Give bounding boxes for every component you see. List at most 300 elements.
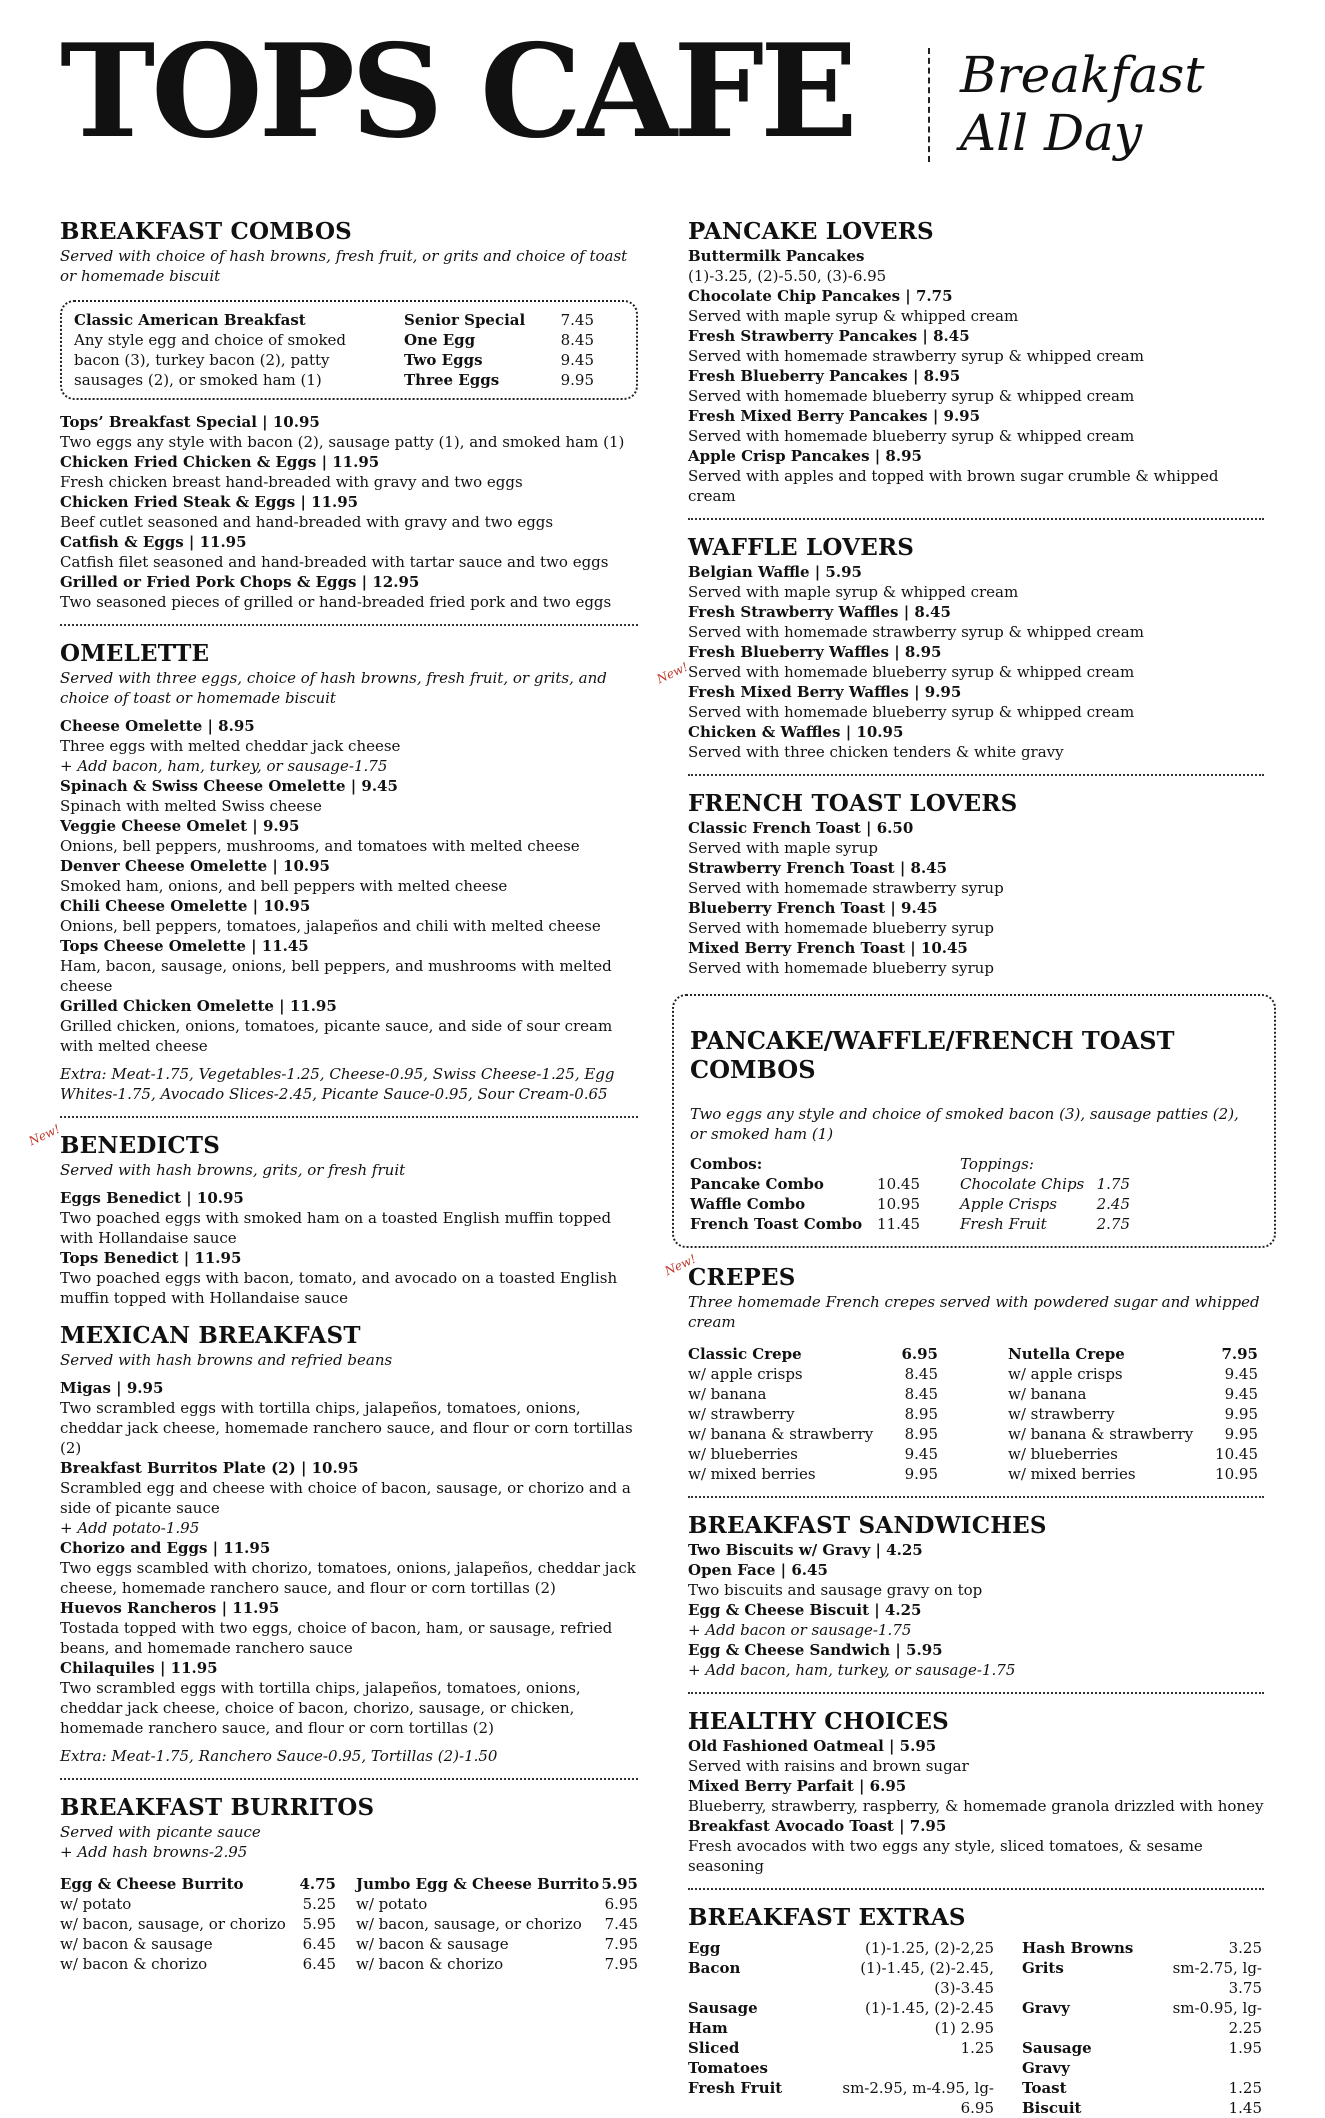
price-row bbox=[688, 1424, 938, 1444]
item-addon: + Add bacon, ham, turkey, or sausage-1.75 bbox=[688, 1660, 1016, 1679]
row-label: w/ apple crisps bbox=[1008, 1364, 1123, 1383]
menu-item bbox=[688, 1540, 1264, 1560]
item-description: Smoked ham, onions, and bell peppers with melted cheese bbox=[60, 877, 508, 895]
menu-item bbox=[60, 716, 638, 776]
menu-item bbox=[60, 776, 638, 816]
item-name: Fresh Strawberry Pancakes | 8.45 bbox=[688, 327, 970, 345]
item-description: Two eggs any style with bacon (2), sausage patty (1), and smoked ham (1) bbox=[60, 433, 625, 451]
item-name: Chicken Fried Steak & Eggs | 11.95 bbox=[60, 493, 359, 511]
price-row bbox=[690, 1214, 920, 1234]
row-label: Sausage bbox=[688, 1998, 758, 2017]
item-name: Fresh Strawberry Waffles | 8.45 bbox=[688, 603, 951, 621]
row-label: w/ banana bbox=[1008, 1384, 1087, 1403]
row-label: w/ bacon & sausage bbox=[356, 1935, 509, 1953]
menu-item bbox=[60, 1538, 638, 1598]
option-name: Two Eggs bbox=[404, 351, 483, 369]
menu-item bbox=[60, 532, 638, 572]
item-name: Chicken Fried Chicken & Eggs | 11.95 bbox=[60, 453, 380, 471]
item-name: Breakfast Avocado Toast | 7.95 bbox=[688, 1816, 947, 1835]
menu-item bbox=[688, 602, 1264, 642]
price-row bbox=[688, 2078, 994, 2118]
menu-item bbox=[688, 1600, 1264, 1640]
item-description: Fresh avocados with two eggs any style, sliced tomatoes, & sesame seasoning bbox=[688, 1836, 1203, 1875]
item-addon: + Add potato-1.95 bbox=[60, 1519, 200, 1537]
item-name: Old Fashioned Oatmeal | 5.95 bbox=[688, 1736, 937, 1755]
row-price: (1) 2.95 bbox=[934, 2018, 994, 2037]
menu-item bbox=[60, 816, 638, 856]
row-label: Apple Crisps bbox=[960, 1194, 1057, 1213]
item-description: Served with raisins and brown sugar bbox=[688, 1756, 969, 1775]
new-badge: New! bbox=[654, 659, 691, 687]
option-name: One Egg bbox=[404, 331, 476, 349]
item-name: Eggs Benedict | 10.95 bbox=[60, 1189, 244, 1207]
divider bbox=[688, 774, 1264, 776]
item-name: Two Biscuits w/ Gravy | 4.25 bbox=[688, 1540, 923, 1559]
item-name: Mixed Berry French Toast | 10.45 bbox=[688, 939, 968, 957]
row-label: Waffle Combo bbox=[690, 1194, 806, 1213]
menu-item bbox=[60, 856, 638, 896]
price-row bbox=[960, 1194, 1130, 1214]
price-row bbox=[1022, 1998, 1262, 2038]
menu-item bbox=[688, 938, 1264, 978]
item-description: Served with homemade blueberry syrup bbox=[688, 919, 994, 937]
item-name: Grilled Chicken Omelette | 11.95 bbox=[60, 997, 337, 1015]
item-description: Scrambled egg and cheese with choice of bacon, sausage, or chorizo and a side of picante sauce bbox=[60, 1479, 631, 1517]
menu-item bbox=[688, 326, 1264, 366]
extras-table-right bbox=[1022, 1938, 1262, 2118]
extras-table-left bbox=[688, 1938, 994, 2118]
row-label: w/ bacon & chorizo bbox=[356, 1955, 504, 1973]
price-row bbox=[688, 1464, 938, 1484]
row-price: 1.75 bbox=[1096, 1174, 1130, 1193]
price-row bbox=[688, 1364, 938, 1384]
classic-breakfast-name: Classic American Breakfast bbox=[74, 311, 306, 329]
price-row bbox=[688, 1938, 994, 1958]
section-title: BREAKFAST EXTRAS bbox=[688, 1903, 966, 1931]
toppings-table bbox=[960, 1154, 1130, 1234]
item-name: Migas | 9.95 bbox=[60, 1379, 164, 1397]
section-subtitle: Served with picante sauce bbox=[60, 1823, 261, 1841]
menu-item bbox=[688, 562, 1264, 602]
row-price: 6.45 bbox=[302, 1935, 336, 1953]
price-row bbox=[356, 1934, 638, 1954]
menu-item bbox=[688, 1776, 1264, 1816]
row-label: w/ strawberry bbox=[688, 1404, 795, 1423]
item-name: Spinach & Swiss Cheese Omelette | 9.45 bbox=[60, 777, 398, 795]
price-row bbox=[688, 2038, 994, 2078]
menu-item bbox=[60, 452, 638, 492]
row-price: 7.95 bbox=[604, 1935, 638, 1953]
row-label: w/ banana bbox=[688, 1384, 767, 1403]
row-price: (1)-1.25, (2)-2,25 bbox=[865, 1938, 994, 1957]
price-row bbox=[960, 1214, 1130, 1234]
section-subtitle: Served with hash browns, grits, or fresh fruit bbox=[60, 1161, 406, 1179]
row-price: 7.95 bbox=[1221, 1344, 1258, 1363]
item-description: Served with homemade blueberry syrup bbox=[688, 959, 994, 977]
menu-item bbox=[688, 366, 1264, 406]
omelette-item-list bbox=[60, 716, 638, 1056]
row-price: 10.95 bbox=[877, 1194, 920, 1213]
crepe-table-right bbox=[1008, 1344, 1258, 1484]
row-label: w/ banana & strawberry bbox=[688, 1424, 874, 1443]
price-row bbox=[688, 2018, 994, 2038]
item-description: Two scrambled eggs with tortilla chips, jalapeños, tomatoes, onions, cheddar jack cheese, homemade ranchero sauce, and flour or corn tortillas (2) bbox=[60, 1399, 633, 1457]
item-name: Classic French Toast | 6.50 bbox=[688, 819, 914, 837]
price-row bbox=[1022, 1938, 1262, 1958]
item-description: Served with three chicken tenders & white gravy bbox=[688, 743, 1064, 761]
menu-item bbox=[688, 1736, 1264, 1776]
option-name: Three Eggs bbox=[404, 371, 500, 389]
menu-item bbox=[688, 1640, 1264, 1680]
section-title: BREAKFAST BURRITOS bbox=[60, 1794, 375, 1821]
item-name: Belgian Waffle | 5.95 bbox=[688, 563, 862, 581]
item-name: Chilaquiles | 11.95 bbox=[60, 1659, 218, 1677]
section-healthy-choices bbox=[688, 1708, 1264, 1876]
row-price: 8.45 bbox=[904, 1384, 938, 1403]
item-name: Chicken & Waffles | 10.95 bbox=[688, 723, 904, 741]
menu-item bbox=[60, 1248, 638, 1308]
section-subtitle: Served with choice of hash browns, fresh fruit, or grits and choice of toast or homemade biscuit bbox=[60, 247, 628, 285]
sandwich-item-list bbox=[688, 1540, 1264, 1680]
tagline-line1: Breakfast bbox=[960, 46, 1205, 104]
menu-item bbox=[688, 642, 1264, 682]
item-description: Two seasoned pieces of grilled or hand-breaded fried pork and two eggs bbox=[60, 593, 612, 611]
item-name: Egg & Cheese Biscuit | 4.25 bbox=[688, 1600, 922, 1619]
menu-item bbox=[688, 246, 1264, 286]
section-title: MEXICAN BREAKFAST bbox=[60, 1322, 361, 1349]
row-label: w/ bacon, sausage, or chorizo bbox=[356, 1915, 582, 1933]
item-description: Served with maple syrup bbox=[688, 839, 878, 857]
option-row bbox=[404, 310, 594, 330]
section-subtitle: Three homemade French crepes served with powdered sugar and whipped cream bbox=[688, 1292, 1260, 1331]
item-name: Huevos Rancheros | 11.95 bbox=[60, 1599, 280, 1617]
row-price: 8.95 bbox=[904, 1424, 938, 1443]
row-price: 7.95 bbox=[604, 1955, 638, 1973]
item-description: Fresh chicken breast hand-breaded with gravy and two eggs bbox=[60, 473, 523, 491]
row-price: (1)-1.45, (2)-2.45, (3)-3.45 bbox=[860, 1958, 994, 1997]
row-price: 2.75 bbox=[1096, 1214, 1130, 1233]
row-label: Ham bbox=[688, 2018, 728, 2037]
item-description: Served with homemade blueberry syrup & whipped cream bbox=[688, 663, 1135, 681]
menu-item bbox=[688, 286, 1264, 326]
row-label: Grits bbox=[1022, 1958, 1064, 1977]
row-price: 4.75 bbox=[299, 1875, 336, 1893]
row-label: w/ strawberry bbox=[1008, 1404, 1115, 1423]
item-description: Served with apples and topped with brown sugar crumble & whipped cream bbox=[688, 467, 1219, 505]
price-row bbox=[356, 1954, 638, 1974]
option-row bbox=[404, 350, 594, 370]
row-price: 1.25 bbox=[1228, 2078, 1262, 2097]
menu-item bbox=[60, 1188, 638, 1248]
mexican-item-list bbox=[60, 1378, 638, 1738]
row-label: w/ mixed berries bbox=[1008, 1464, 1136, 1483]
item-name: Tops’ Breakfast Special | 10.95 bbox=[60, 413, 320, 431]
item-name: Grilled or Fried Pork Chops & Eggs | 12.95 bbox=[60, 573, 420, 591]
item-name: Tops Cheese Omelette | 11.45 bbox=[60, 937, 309, 955]
row-label: w/ blueberries bbox=[1008, 1444, 1118, 1463]
section-title: BREAKFAST SANDWICHES bbox=[688, 1511, 1047, 1539]
combo-table bbox=[690, 1154, 920, 1234]
item-description: Ham, bacon, sausage, onions, bell peppers, and mushrooms with melted cheese bbox=[60, 957, 612, 995]
menu-item bbox=[60, 896, 638, 936]
item-description: Served with homemade strawberry syrup bbox=[688, 879, 1004, 897]
price-row bbox=[688, 1404, 938, 1424]
price-row bbox=[690, 1174, 920, 1194]
price-row bbox=[60, 1954, 336, 1974]
row-label: w/ apple crisps bbox=[688, 1364, 803, 1383]
row-price: 1.25 bbox=[960, 2038, 994, 2057]
burrito-table-left bbox=[60, 1874, 336, 1974]
item-name: Chili Cheese Omelette | 10.95 bbox=[60, 897, 311, 915]
section-subtitle: Two eggs any style and choice of smoked bacon (3), sausage patties (2), or smoked ham (1) bbox=[690, 1104, 1239, 1143]
item-description: Two biscuits and sausage gravy on top bbox=[688, 1580, 983, 1599]
price-row bbox=[1008, 1364, 1258, 1384]
option-price: 7.45 bbox=[560, 311, 594, 329]
price-row bbox=[1008, 1424, 1258, 1444]
divider bbox=[688, 1496, 1264, 1498]
item-name: Tops Benedict | 11.95 bbox=[60, 1249, 242, 1267]
divider bbox=[60, 1778, 638, 1780]
burrito-table-right bbox=[356, 1874, 638, 1974]
row-price: 11.45 bbox=[877, 1214, 920, 1233]
price-row bbox=[356, 1914, 638, 1934]
row-label: Sliced Tomatoes bbox=[688, 2038, 768, 2077]
section-breakfast-extras bbox=[688, 1904, 1264, 2118]
item-name: Veggie Cheese Omelet | 9.95 bbox=[60, 817, 300, 835]
waffle-item-list bbox=[688, 562, 1264, 762]
row-price: 5.95 bbox=[302, 1915, 336, 1933]
price-row bbox=[688, 1444, 938, 1464]
price-row bbox=[1008, 1444, 1258, 1464]
item-name: Buttermilk Pancakes bbox=[688, 247, 865, 265]
option-price: 9.45 bbox=[560, 351, 594, 369]
price-row bbox=[1022, 2098, 1262, 2118]
menu-item bbox=[60, 492, 638, 532]
menu-item bbox=[60, 572, 638, 612]
cafe-title: TOPS CAFE bbox=[60, 17, 854, 167]
row-label: w/ potato bbox=[356, 1895, 428, 1913]
item-description: Two eggs scambled with chorizo, tomatoes, onions, jalapeños, cheddar jack cheese, homemade ranchero sauce, and flour or corn tortillas (2) bbox=[60, 1559, 636, 1597]
divider bbox=[688, 518, 1264, 520]
item-name: Egg & Cheese Sandwich | 5.95 bbox=[688, 1640, 943, 1659]
row-price: 9.95 bbox=[1224, 1424, 1258, 1443]
row-label: Chocolate Chips bbox=[960, 1174, 1085, 1193]
menu-item bbox=[60, 936, 638, 996]
item-description: Beef cutlet seasoned and hand-breaded with gravy and two eggs bbox=[60, 513, 554, 531]
french-toast-item-list bbox=[688, 818, 1264, 978]
classic-breakfast-box bbox=[60, 300, 638, 400]
item-description: Two poached eggs with bacon, tomato, and avocado on a toasted English muffin topped with Hollandaise sauce bbox=[60, 1269, 618, 1307]
section-subtitle: Served with three eggs, choice of hash browns, fresh fruit, or grits, and choice of toast or homemade biscuit bbox=[60, 669, 607, 707]
row-label: w/ bacon & sausage bbox=[60, 1935, 213, 1953]
item-addon: + Add bacon, ham, turkey, or sausage-1.75 bbox=[60, 757, 388, 775]
row-price: sm-2.95, m-4.95, lg-6.95 bbox=[842, 2078, 994, 2117]
item-name: Fresh Mixed Berry Waffles | 9.95 bbox=[688, 683, 962, 701]
menu-item bbox=[688, 818, 1264, 858]
item-name: Catfish & Eggs | 11.95 bbox=[60, 533, 247, 551]
price-row bbox=[688, 1384, 938, 1404]
divider bbox=[60, 1116, 638, 1118]
row-price: 10.95 bbox=[1215, 1464, 1258, 1483]
item-description: Spinach with melted Swiss cheese bbox=[60, 797, 322, 815]
item-description: Onions, bell peppers, mushrooms, and tomatoes with melted cheese bbox=[60, 837, 580, 855]
row-price: 9.95 bbox=[904, 1464, 938, 1483]
price-row bbox=[60, 1914, 336, 1934]
row-price: 9.45 bbox=[904, 1444, 938, 1463]
item-description: Served with homemade strawberry syrup & whipped cream bbox=[688, 623, 1144, 641]
section-title: CREPES bbox=[688, 1263, 796, 1291]
row-price: 6.45 bbox=[302, 1955, 336, 1973]
burrito-addon: + Add hash browns-2.95 bbox=[60, 1843, 248, 1861]
menu-item bbox=[688, 682, 1264, 722]
item-description: Tostada topped with two eggs, choice of bacon, ham, or sausage, refried beans, and homemade ranchero sauce bbox=[60, 1619, 613, 1657]
row-label: Fresh Fruit bbox=[688, 2078, 783, 2097]
row-label: Egg & Cheese Burrito bbox=[60, 1875, 244, 1893]
section-mexican-breakfast bbox=[60, 1322, 638, 1766]
row-price: (1)-1.45, (2)-2.45 bbox=[865, 1998, 994, 2017]
price-row bbox=[60, 1874, 336, 1894]
price-row bbox=[1008, 1404, 1258, 1424]
row-label: Bacon bbox=[688, 1958, 741, 1977]
section-breakfast-sandwiches bbox=[688, 1512, 1264, 1680]
row-price: sm-2.75, lg-3.75 bbox=[1172, 1958, 1262, 1997]
row-price: 1.95 bbox=[1228, 2038, 1262, 2057]
menu-item bbox=[60, 1458, 638, 1538]
row-price: 8.95 bbox=[904, 1404, 938, 1423]
item-name: Chorizo and Eggs | 11.95 bbox=[60, 1539, 271, 1557]
row-price: 9.95 bbox=[1224, 1404, 1258, 1423]
item-description: Served with homemade strawberry syrup & whipped cream bbox=[688, 347, 1144, 365]
item-name: Chocolate Chip Pancakes | 7.75 bbox=[688, 287, 953, 305]
row-label: Biscuit bbox=[1022, 2098, 1082, 2117]
menu-item bbox=[688, 898, 1264, 938]
item-name: Fresh Blueberry Waffles | 8.95 bbox=[688, 643, 942, 661]
divider bbox=[688, 1692, 1264, 1694]
row-label: Classic Crepe bbox=[688, 1344, 802, 1363]
row-price: 7.45 bbox=[604, 1915, 638, 1933]
classic-breakfast-options bbox=[404, 310, 594, 390]
classic-breakfast-desc: Any style egg and choice of smoked bacon (3), turkey bacon (2), patty sausages (2), or smoked ham (1) bbox=[74, 331, 347, 389]
section-title: WAFFLE LOVERS bbox=[688, 534, 915, 561]
row-label: Jumbo Egg & Cheese Burrito bbox=[356, 1875, 600, 1893]
item-name: Strawberry French Toast | 8.45 bbox=[688, 859, 948, 877]
item-description: Grilled chicken, onions, tomatoes, picante sauce, and side of sour cream with melted cheese bbox=[60, 1017, 613, 1055]
item-name: Fresh Mixed Berry Pancakes | 9.95 bbox=[688, 407, 981, 425]
section-title: PANCAKE LOVERS bbox=[688, 218, 934, 245]
row-price: 10.45 bbox=[877, 1174, 920, 1193]
row-price: 6.95 bbox=[604, 1895, 638, 1913]
row-price: 2.45 bbox=[1096, 1194, 1130, 1213]
section-title: HEALTHY CHOICES bbox=[688, 1707, 949, 1735]
row-label: w/ bacon & chorizo bbox=[60, 1955, 208, 1973]
row-label: Toast bbox=[1022, 2078, 1067, 2097]
section-subtitle: Served with hash browns and refried beans bbox=[60, 1351, 393, 1369]
price-row bbox=[60, 1894, 336, 1914]
section-french-toast-lovers bbox=[688, 790, 1264, 978]
new-badge: New! bbox=[662, 1251, 699, 1279]
row-price: 5.95 bbox=[601, 1875, 638, 1893]
option-row bbox=[404, 370, 594, 390]
menu-item bbox=[688, 1816, 1264, 1876]
item-name: Breakfast Burritos Plate (2) | 10.95 bbox=[60, 1459, 359, 1477]
row-label: Hash Browns bbox=[1022, 1938, 1134, 1957]
row-label: French Toast Combo bbox=[690, 1214, 863, 1233]
row-price: 9.45 bbox=[1224, 1364, 1258, 1383]
row-label: w/ blueberries bbox=[688, 1444, 798, 1463]
item-name: Open Face | 6.45 bbox=[688, 1560, 828, 1579]
row-label: w/ potato bbox=[60, 1895, 132, 1913]
new-badge: New! bbox=[26, 1121, 63, 1149]
menu-item bbox=[60, 1598, 638, 1658]
item-description: Onions, bell peppers, tomatoes, jalapeños and chili with melted cheese bbox=[60, 917, 601, 935]
item-description: Catfish filet seasoned and hand-breaded with tartar sauce and two eggs bbox=[60, 553, 609, 571]
menu-item bbox=[688, 446, 1264, 506]
price-row bbox=[356, 1874, 638, 1894]
right-column bbox=[654, 218, 1264, 2118]
row-label: w/ banana & strawberry bbox=[1008, 1424, 1194, 1443]
item-description: Served with homemade blueberry syrup & whipped cream bbox=[688, 703, 1135, 721]
tagline-line2: All Day bbox=[960, 104, 1143, 162]
row-price: 9.45 bbox=[1224, 1384, 1258, 1403]
item-name: Denver Cheese Omelette | 10.95 bbox=[60, 857, 330, 875]
divider bbox=[60, 624, 638, 626]
price-row bbox=[688, 1958, 994, 1998]
row-label: Pancake Combo bbox=[690, 1174, 824, 1193]
section-title: BREAKFAST COMBOS bbox=[60, 218, 352, 245]
row-price: 3.25 bbox=[1228, 1938, 1262, 1957]
healthy-item-list bbox=[688, 1736, 1264, 1876]
option-price: 8.45 bbox=[560, 331, 594, 349]
price-row bbox=[688, 1344, 938, 1364]
item-description: Three eggs with melted cheddar jack cheese bbox=[60, 737, 401, 755]
price-row bbox=[1008, 1384, 1258, 1404]
menu-item bbox=[688, 858, 1264, 898]
menu-item bbox=[688, 722, 1264, 762]
section-breakfast-combos bbox=[60, 218, 638, 612]
menu-item bbox=[688, 406, 1264, 446]
item-description: Served with homemade blueberry syrup & whipped cream bbox=[688, 427, 1135, 445]
item-description: Served with maple syrup & whipped cream bbox=[688, 583, 1019, 601]
row-price: 10.45 bbox=[1215, 1444, 1258, 1463]
item-name: Apple Crisp Pancakes | 8.95 bbox=[688, 447, 922, 465]
section-title: OMELETTE bbox=[60, 640, 210, 667]
menu-item bbox=[60, 996, 638, 1056]
header-divider bbox=[928, 48, 930, 162]
price-row bbox=[1022, 2078, 1262, 2098]
combos-box bbox=[672, 994, 1276, 1248]
section-crepes bbox=[662, 1251, 1264, 1484]
item-description: Blueberry, strawberry, raspberry, & homemade granola drizzled with honey bbox=[688, 1796, 1264, 1815]
item-name: Blueberry French Toast | 9.45 bbox=[688, 899, 938, 917]
divider bbox=[688, 1888, 1264, 1890]
row-label: Egg bbox=[688, 1938, 721, 1957]
section-title: BENEDICTS bbox=[60, 1132, 221, 1159]
section-waffle-lovers bbox=[654, 534, 1264, 762]
section-breakfast-burritos bbox=[60, 1794, 638, 1974]
row-price: 1.45 bbox=[1228, 2098, 1262, 2117]
mexican-extras: Extra: Meat-1.75, Ranchero Sauce-0.95, Tortillas (2)-1.50 bbox=[60, 1747, 498, 1765]
row-price: 8.45 bbox=[904, 1364, 938, 1383]
item-description: Served with maple syrup & whipped cream bbox=[688, 307, 1019, 325]
item-name: Mixed Berry Parfait | 6.95 bbox=[688, 1776, 907, 1795]
price-row bbox=[690, 1194, 920, 1214]
price-row bbox=[960, 1174, 1130, 1194]
row-label: Sausage Gravy bbox=[1022, 2038, 1092, 2077]
section-title: PANCAKE/WAFFLE/FRENCH TOAST COMBOS bbox=[690, 1025, 1175, 1084]
header-tagline bbox=[960, 46, 1204, 162]
row-label: Nutella Crepe bbox=[1008, 1344, 1125, 1363]
pancake-item-list bbox=[688, 246, 1264, 506]
